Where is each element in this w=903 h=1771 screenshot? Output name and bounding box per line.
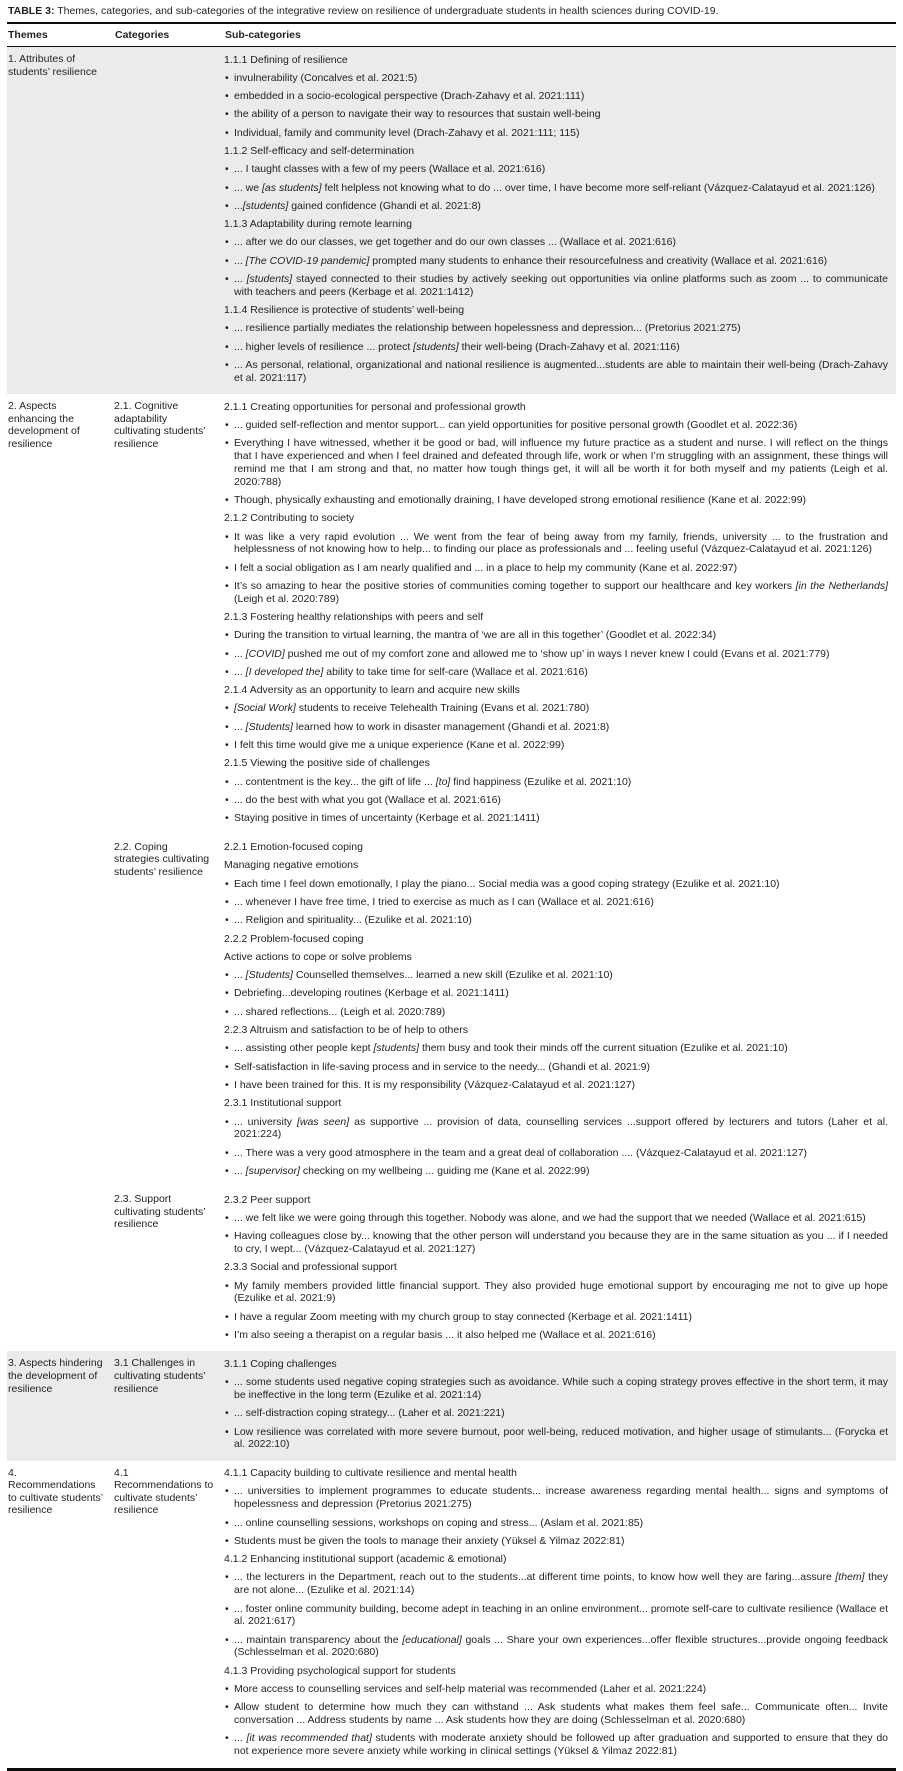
bullet-icon: • (225, 273, 229, 286)
bullet-icon: • (225, 418, 229, 431)
bullet-icon: • (225, 561, 229, 574)
subcategory-heading: 1.1.2 Self-efficacy and self-determination (224, 144, 415, 157)
quote-bullet: • Low resilience was correlated with more severe burnout, poor well-being, reduced motivation, and higher usage of stimulants... (Forycka et al. 2022:10) (225, 1425, 888, 1451)
quote-bullet: • ... As personal, relational, organizational and national resilience is augmented...students are able to maintain their well-being (Drach-Zahavy et al. 2021:117) (225, 359, 888, 384)
subcategory-cell (224, 835, 896, 1188)
table-body (7, 47, 896, 1768)
bullet-icon: • (225, 254, 229, 267)
quote-bullet: • ... do the best with what you got (Wallace et al. 2021:616) (225, 793, 501, 806)
bullet-icon: • (225, 1534, 229, 1547)
category-cell: 2.1. Cognitive adaptability cultivating students’ resilience (114, 400, 206, 450)
quote-bullet: • ... resilience partially mediates the relationship between hopelessness and depression... (Pretorius 2021:275) (225, 322, 741, 335)
themes-table (7, 22, 896, 1771)
italic-insertion: [students] (413, 340, 459, 353)
subcategory-heading: 3.1.1 Coping challenges (224, 1357, 337, 1370)
quote-bullet: • embedded in a socio-ecological perspective (Drach-Zahavy et al. 2021:111) (225, 90, 585, 103)
subcategory-cell (224, 394, 896, 834)
bullet-icon: • (225, 647, 229, 660)
bullet-icon: • (225, 493, 229, 506)
subcategory-heading: 2.1.2 Contributing to society (224, 512, 355, 525)
quote-bullet: • ... [supervisor] checking on my wellbeing ... guiding me (Kane et al. 2022:99) (225, 1164, 590, 1177)
bullet-icon: • (225, 359, 229, 372)
bullet-icon: • (225, 236, 229, 249)
column-header-themes: Themes (8, 29, 48, 41)
bullet-icon: • (225, 1329, 229, 1342)
italic-insertion: [students] (242, 199, 289, 212)
category-group (114, 394, 896, 834)
subcategory-heading: 2.1.3 Fostering healthy relationships with peers and self (224, 611, 484, 623)
column-header-subcategories: Sub-categories (225, 29, 301, 41)
column-header-categories: Categories (115, 29, 170, 41)
subcategory-heading: 2.1.5 Viewing the positive side of challenges (224, 757, 430, 770)
subcategory-cell (224, 47, 896, 394)
category-groups (114, 394, 896, 1351)
subcategory-heading: 1.1.1 Defining of resilience (224, 53, 348, 66)
theme-row (7, 1351, 896, 1460)
bullet-icon: • (225, 1571, 229, 1584)
quote-bullet: • More access to counselling services and self-help material was recommended (Laher et al. 2021:224) (225, 1683, 707, 1696)
theme-row (7, 1461, 896, 1768)
italic-insertion: [educational] (402, 1633, 462, 1646)
quote-bullet: • ... the lecturers in the Department, reach out to the students...at different time points, to know how well they are faring...assure [them] they are not alone... (Ezulike et al. 2021:14) (225, 1571, 889, 1597)
bullet-icon: • (225, 739, 229, 752)
bullet-icon: • (225, 1516, 229, 1529)
italic-insertion: [as students] (262, 181, 322, 194)
bullet-icon: • (225, 1212, 229, 1224)
quote-bullet: • the ability of a person to navigate their way to resources that sustain well-being (225, 108, 601, 121)
italic-insertion: [Students] (245, 969, 293, 982)
quote-bullet: • ... [Students] learned how to work in disaster management (Ghandi et al. 2021:8) (225, 720, 610, 733)
quote-bullet: • Allow student to determine how much they can withstand ... Ask students what makes them feel safe... Communicate often... Invite conversation ... Address students by name ... Ask students how they are doing (Schlesselman et al. 2020:680) (225, 1701, 888, 1727)
quote-bullet: • I have been trained for this. It is my responsibility (Vázquez-Calatayud et al. 2021:127) (225, 1078, 635, 1091)
bullet-icon: • (225, 1485, 229, 1498)
bullet-icon: • (225, 1376, 229, 1389)
quote-bullet: • It’s so amazing to hear the positive stories of communities coming together to support our healthcare and key workers [in the Netherlands] (Leigh et al. 2020:789) (225, 579, 888, 605)
bullet-icon: • (225, 126, 229, 139)
bullet-icon: • (225, 895, 229, 908)
quote-bullet: • ... university [was seen] as supportive ... provision of data, counselling services ...support offered by lecturers and tutors (Laher et al. 2021:224) (225, 1115, 889, 1141)
quote-bullet: • I have a regular Zoom meeting with my church group to stay connected (Kerbage et al. 2021:1411) (225, 1310, 692, 1323)
quote-bullet: • Having colleagues close by... knowing that the other person will understand you because they are in the same situation as you ... if I needed to cry, I wept... (Vázquez-Calatayud et al. 2021:127) (225, 1230, 888, 1256)
quote-bullet: • Self-satisfaction in life-saving process and in service to the needy... (Ghandi et al. 2021:9) (225, 1060, 650, 1073)
theme-row (7, 394, 896, 1351)
quote-bullet: • ... [Students] Counselled themselves... learned a new skill (Ezulike et al. 2021:10) (225, 969, 613, 982)
bullet-icon: • (225, 181, 229, 194)
subcategory-heading: 4.1.2 Enhancing institutional support (academic & emotional) (224, 1553, 507, 1566)
category-cell: 4.1 Recommendations to cultivate students’ resilience (114, 1466, 214, 1517)
quote-bullet: • Each time I feel down emotionally, I play the piano... Social media was a good coping strategy (Ezulike et al. 2021:10) (225, 877, 780, 890)
subcategory-cell (224, 1461, 896, 1768)
quote-bullet: • ... whenever I have free time, I tried to exercise as much as I can (Wallace et al. 2021:616) (225, 895, 654, 908)
bullet-icon: • (225, 437, 229, 450)
italic-insertion: [students] (373, 1042, 420, 1055)
quote-bullet: • ...[students] gained confidence (Ghandi et al. 2021:8) (225, 199, 481, 212)
bullet-icon: • (225, 322, 229, 335)
italic-insertion: [The COVID-19 pandemic] (245, 254, 370, 267)
bullet-icon: • (225, 1230, 229, 1243)
bullet-icon: • (225, 1602, 229, 1615)
bullet-icon: • (225, 1042, 229, 1055)
quote-bullet: • ... There was a very good atmosphere in the team and a great deal of collaboration .... (Vázquez-Calatayud et al. 2021:127) (225, 1146, 807, 1159)
quote-bullet: • ... we [as students] felt helpless not knowing what to do ... over time, I have become more self-reliant (Vázquez-Calatayud et al. 2021:126) (225, 181, 875, 194)
quote-bullet: • ... [it was recommended that] students with moderate anxiety should be followed up after graduation and supported to ensure that they do not experience more severe anxiety while working in clinical settings (Yüksel & Yilmaz 2022:81) (225, 1732, 889, 1758)
quote-bullet: • ... some students used negative coping strategies such as avoidance. While such a coping strategy proves effective in the short term, it may be ineffective in the long term (Ezulike et al. 2021:14) (225, 1376, 888, 1401)
quote-bullet: • Individual, family and community level (Drach-Zahavy et al. 2021:111; 115) (225, 126, 580, 139)
quote-bullet: • ... Religion and spirituality... (Ezulike et al. 2021:10) (225, 914, 472, 927)
quote-bullet: • ... [COVID] pushed me out of my comfort zone and allowed me to ‘show up’ in ways I never knew I could (Evans et al. 2021:779) (225, 647, 830, 660)
bullet-icon: • (225, 1732, 229, 1745)
bullet-icon: • (225, 1060, 229, 1073)
bullet-icon: • (225, 793, 229, 806)
subcategory-heading: 2.2.1 Emotion-focused coping (224, 841, 363, 854)
bullet-icon: • (225, 665, 229, 678)
subcategory-heading: 2.2.2 Problem-focused coping (224, 932, 364, 945)
quote-bullet: • ... we felt like we were going through this together. Nobody was alone, and we had the support that we needed (Wallace et al. 2021:615) (225, 1212, 866, 1224)
category-group (114, 1461, 896, 1768)
quote-bullet: • ... [I developed the] ability to take time for self-care (Wallace et al. 2021:616) (225, 665, 588, 678)
theme-row (7, 47, 896, 394)
italic-insertion: [students] (246, 273, 293, 286)
subcategory-heading: 2.2.3 Altruism and satisfaction to be of help to others (224, 1024, 468, 1037)
table-header-row (7, 24, 896, 47)
quote-bullet: • My family members provided little financial support. They also provided huge emotional support by encouraging me not to give up hope (Ezulike et al. 2021:9) (225, 1279, 888, 1305)
table-title (7, 4, 896, 22)
bullet-icon: • (225, 775, 229, 788)
theme-cell: 4. Recommendations to cultivate students’ resilience (8, 1466, 103, 1517)
bullet-icon: • (225, 1164, 229, 1177)
bullet-icon: • (225, 71, 229, 84)
bullet-icon: • (225, 90, 229, 103)
category-group (114, 47, 896, 394)
theme-cell: 2. Aspects enhancing the development of resilience (8, 400, 80, 450)
bullet-icon: • (225, 914, 229, 927)
quote-bullet: • [Social Work] students to receive Telehealth Training (Evans et al. 2021:780) (225, 702, 590, 715)
italic-insertion: [COVID] (245, 647, 285, 660)
quote-bullet: • invulnerability (Concalves et al. 2021:5) (225, 71, 418, 84)
bullet-icon: • (225, 1115, 229, 1128)
bullet-icon: • (225, 1146, 229, 1159)
quote-bullet: • It was like a very rapid evolution ... We went from the fear of being away from my family, friends, university ... to the frustration and helplessness of not knowing how to help... to finding our place as professionals and ... feeling useful (Vázquez-Calatayud et al. 2021:126) (225, 530, 888, 556)
italic-insertion: [Students] (245, 720, 293, 733)
subcategory-cell (224, 1351, 896, 1460)
italic-insertion: [supervisor] (245, 1164, 300, 1177)
quote-bullet: • Everything I have witnessed, whether it be good or bad, will influence my future practice as a student and nurse. I will reflect on the things that I have experienced and when I feel drained and defeated through life, work or when I’m struggling with an assignment, these things will remind me that I am strong and that, no matter how tough things get, it will all be worth it for both myself and my patients (Leigh et al. 2020:788) (225, 437, 888, 488)
italic-insertion: [I developed the] (245, 665, 324, 678)
quote-bullet: • ... universities to implement programmes to educate students... increase awareness regarding mental health... signs and symptoms of hopelessness and depression (Pretorius 2021:275) (225, 1485, 888, 1511)
note-line: Active actions to cope or solve problems (224, 950, 412, 963)
subcategory-heading: 2.1.4 Adversity as an opportunity to learn and acquire new skills (224, 684, 520, 697)
quote-bullet: • ... online counselling sessions, workshops on coping and stress... (Aslam et al. 2021:85) (225, 1516, 644, 1529)
quote-bullet: • ... assisting other people kept [students] them busy and took their minds off the current situation (Ezulike et al. 2021:10) (225, 1042, 788, 1055)
italic-insertion: [in the Netherlands] (795, 579, 888, 592)
category-group (114, 1351, 896, 1460)
quote-bullet: • ... maintain transparency about the [educational] goals ... Share your own experiences...offer flexible structures...provide ongoing feedback (Schlesselman et al. 2020:680) (225, 1633, 888, 1659)
quote-bullet: • Staying positive in times of uncertainty (Kerbage et al. 2021:1411) (225, 812, 540, 825)
bullet-icon: • (225, 1701, 229, 1714)
bullet-icon: • (225, 812, 229, 825)
quote-bullet: • During the transition to virtual learning, the mantra of ‘we are all in this together’ (Goodlet et al. 2022:34) (225, 629, 717, 642)
theme-cell: 1. Attributes of students’ resilience (8, 53, 97, 78)
bullet-icon: • (225, 1310, 229, 1323)
bullet-icon: • (225, 969, 229, 982)
bullet-icon: • (225, 530, 229, 543)
bullet-icon: • (225, 579, 229, 592)
bullet-icon: • (225, 163, 229, 176)
subcategory-heading: 4.1.3 Providing psychological support for students (224, 1664, 456, 1677)
bullet-icon: • (225, 340, 229, 353)
italic-insertion: [Social Work] (234, 702, 296, 715)
quote-bullet: • ... guided self-reflection and mentor support... can yield opportunities for positive personal growth (Goodlet et al. 2022:36) (225, 418, 798, 431)
category-groups (114, 1351, 896, 1460)
quote-bullet: • ... [students] stayed connected to their studies by actively seeking out opportunities via online platforms such as zoom ... to communicate with teachers and peers (Kerbage et al. 2021:1412) (225, 273, 888, 298)
quote-bullet: • ... after we do our classes, we get together and do our own classes ... (Wallace et al. 2021:616) (225, 236, 677, 249)
note-line: Managing negative emotions (224, 859, 359, 872)
category-cell: 3.1 Challenges in cultivating students’ resilience (114, 1357, 206, 1395)
quote-bullet: • ... I taught classes with a few of my peers (Wallace et al. 2021:616) (225, 163, 546, 176)
bullet-icon: • (225, 877, 229, 890)
theme-cell: 3. Aspects hindering the development of resilience (8, 1357, 103, 1395)
bullet-icon: • (225, 1425, 229, 1438)
category-cell (114, 47, 224, 394)
subcategory-heading: 1.1.3 Adaptability during remote learning (224, 218, 412, 231)
quote-bullet: • ... shared reflections... (Leigh et al. 2020:789) (225, 1005, 446, 1018)
bullet-icon: • (225, 1279, 229, 1292)
table-title-label: TABLE 3: (8, 5, 55, 17)
category-groups (114, 47, 896, 394)
bullet-icon: • (225, 1407, 229, 1420)
quote-bullet: • ... [The COVID-19 pandemic] prompted many students to enhance their resourcefulness and creativity (Wallace et al. 2021:616) (225, 254, 828, 267)
bullet-icon: • (225, 199, 229, 212)
bullet-icon: • (225, 1633, 229, 1646)
subcategory-heading: 2.1.1 Creating opportunities for personal and professional growth (224, 400, 526, 413)
quote-bullet: • Debriefing...developing routines (Kerbage et al. 2021:1411) (225, 987, 509, 1000)
bullet-icon: • (225, 1078, 229, 1091)
quote-bullet: • ... contentment is the key... the gift of life ... [to] find happiness (Ezulike et al. 2021:10) (225, 775, 632, 788)
italic-insertion: [it was recommended that] (246, 1732, 372, 1745)
quote-bullet: • ... self-distraction coping strategy... (Laher et al. 2021:221) (225, 1407, 505, 1420)
subcategory-cell (224, 1187, 896, 1351)
category-cell: 2.2. Coping strategies cultivating students’ resilience (114, 840, 210, 878)
bullet-icon: • (225, 1005, 229, 1018)
quote-bullet: • ... higher levels of resilience ... protect [students] their well-being (Drach-Zahavy et al. 2021:116) (225, 340, 680, 353)
quote-bullet: • ... foster online community building, become adept in teaching in an online environment... promote self-care to cultivate resilience (Wallace et al. 2021:617) (225, 1602, 888, 1628)
italic-insertion: [them] (835, 1571, 865, 1584)
category-cell: 2.3. Support cultivating students’ resilience (114, 1193, 206, 1231)
category-group (114, 835, 896, 1188)
bullet-icon: • (225, 1683, 229, 1696)
bullet-icon: • (225, 702, 229, 715)
bullet-icon: • (225, 629, 229, 642)
bullet-icon: • (225, 108, 229, 121)
subcategory-heading: 1.1.4 Resilience is protective of students’ well-being (224, 304, 465, 317)
category-group (114, 1187, 896, 1351)
subcategory-heading: 2.3.1 Institutional support (224, 1097, 342, 1110)
quote-bullet: • Students must be given the tools to manage their anxiety (Yüksel & Yilmaz 2022:81) (225, 1534, 625, 1547)
subcategory-heading: 4.1.1 Capacity building to cultivate resilience and mental health (224, 1467, 518, 1480)
table-title-text: Themes, categories, and sub-categories of the integrative review on resilience of undergraduate students in health sciences during COVID-19. (54, 5, 719, 17)
category-groups (114, 1461, 896, 1768)
italic-insertion: [was seen] (296, 1115, 350, 1128)
bullet-icon: • (225, 987, 229, 1000)
quote-bullet: • I felt this time would give me a unique experience (Kane et al. 2022:99) (225, 739, 565, 752)
italic-insertion: [to] (435, 775, 451, 788)
subcategory-heading: 2.3.2 Peer support (224, 1193, 311, 1206)
bullet-icon: • (225, 720, 229, 733)
quote-bullet: • Though, physically exhausting and emotionally draining, I have developed strong emotional resilience (Kane et al. 2022:99) (225, 493, 807, 506)
subcategory-heading: 2.3.3 Social and professional support (224, 1261, 397, 1274)
quote-bullet: • I felt a social obligation as I am nearly qualified and ... in a place to help my community (Kane et al. 2022:97) (225, 561, 738, 574)
quote-bullet: • I’m also seeing a therapist on a regular basis ... it also helped me (Wallace et al. 2021:616) (225, 1329, 656, 1342)
